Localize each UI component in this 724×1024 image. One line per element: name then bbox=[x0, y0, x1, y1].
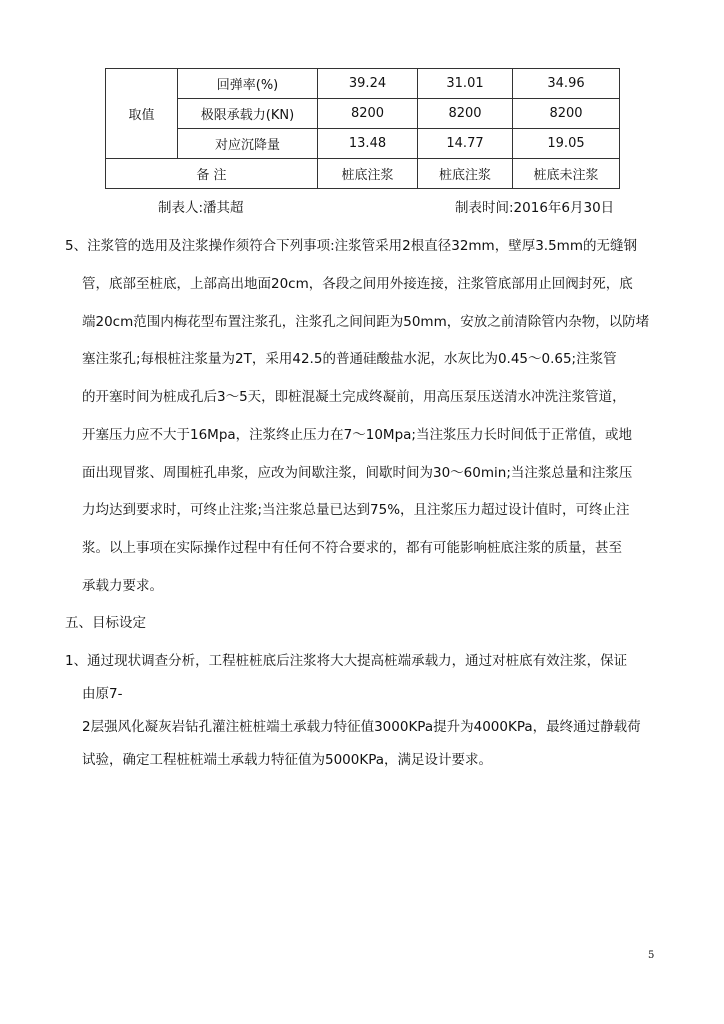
row-label: 对应沉降量 bbox=[178, 129, 318, 159]
row-label: 极限承载力(KN) bbox=[178, 99, 318, 129]
body-line: 开塞压力应不大于16Mpa，注浆终止压力在7～10Mpa;当注浆压力长时间低于正常值，或地 bbox=[82, 427, 632, 443]
table-cell: 8200 bbox=[418, 99, 513, 129]
body-line: 的开塞时间为桩成孔后3～5天，即桩混凝土完成终凝前，用高压泵压送清水冲洗注浆管道， bbox=[82, 389, 626, 405]
table-maker: 制表人:潘其超 bbox=[158, 200, 244, 216]
body-line: 面出现冒浆、周围桩孔串浆，应改为间歇注浆，间歇时间为30～60min;当注浆总量和注浆压 bbox=[82, 465, 633, 481]
body-line: 承载力要求。 bbox=[82, 578, 163, 594]
page-number: 5 bbox=[648, 950, 655, 961]
table-row bbox=[106, 69, 620, 99]
test-results-table bbox=[105, 68, 620, 189]
table-row bbox=[106, 99, 620, 129]
section-heading: 五、目标设定 bbox=[65, 615, 146, 631]
table-cell: 14.77 bbox=[418, 129, 513, 159]
remark-label: 备 注 bbox=[106, 159, 318, 189]
table-cell: 8200 bbox=[318, 99, 418, 129]
body-line: 试验，确定工程桩桩端土承载力特征值为5000KPa，满足设计要求。 bbox=[82, 752, 493, 768]
body-line: 由原7- bbox=[82, 686, 123, 702]
row-label: 回弹率(%) bbox=[178, 69, 318, 99]
table-cell: 8200 bbox=[513, 99, 620, 129]
body-line: 管，底部至桩底，上部高出地面20cm，各段之间用外接连接，注浆管底部用止回阀封死，底 bbox=[82, 276, 633, 292]
table-cell: 19.05 bbox=[513, 129, 620, 159]
remark-cell: 桩底注浆 bbox=[418, 159, 513, 189]
body-line: 塞注浆孔;每根桩注浆量为2T，采用42.5的普通硅酸盐水泥，水灰比为0.45～0.65;注浆管 bbox=[82, 351, 617, 367]
table-cell: 13.48 bbox=[318, 129, 418, 159]
body-line: 端20cm范围内梅花型布置注浆孔，注浆孔之间间距为50mm，安放之前清除管内杂物，以防堵 bbox=[82, 314, 650, 330]
body-line: 力均达到要求时，可终止注浆;当注浆总量已达到75%，且注浆压力超过设计值时，可终止注 bbox=[82, 502, 630, 518]
table-cell: 31.01 bbox=[418, 69, 513, 99]
group-label-cell: 取值 bbox=[106, 69, 178, 159]
body-line: 5、注浆管的选用及注浆操作须符合下列事项:注浆管采用2根直径32mm，壁厚3.5mm的无缝钢 bbox=[65, 238, 637, 254]
table-cell: 39.24 bbox=[318, 69, 418, 99]
remark-cell: 桩底注浆 bbox=[318, 159, 418, 189]
table-row bbox=[106, 159, 620, 189]
body-line: 浆。以上事项在实际操作过程中有任何不符合要求的，都有可能影响桩底注浆的质量，甚至 bbox=[82, 540, 622, 556]
table-date: 制表时间:2016年6月30日 bbox=[455, 200, 615, 216]
body-line: 2层强风化凝灰岩钻孔灌注桩桩端土承载力特征值3000KPa提升为4000KPa，最终通过静载荷 bbox=[82, 719, 641, 735]
body-line: 1、通过现状调查分析，工程桩桩底后注浆将大大提高桩端承载力，通过对桩底有效注浆，保证 bbox=[65, 653, 628, 669]
table-row bbox=[106, 129, 620, 159]
table-cell: 34.96 bbox=[513, 69, 620, 99]
remark-cell: 桩底未注浆 bbox=[513, 159, 620, 189]
